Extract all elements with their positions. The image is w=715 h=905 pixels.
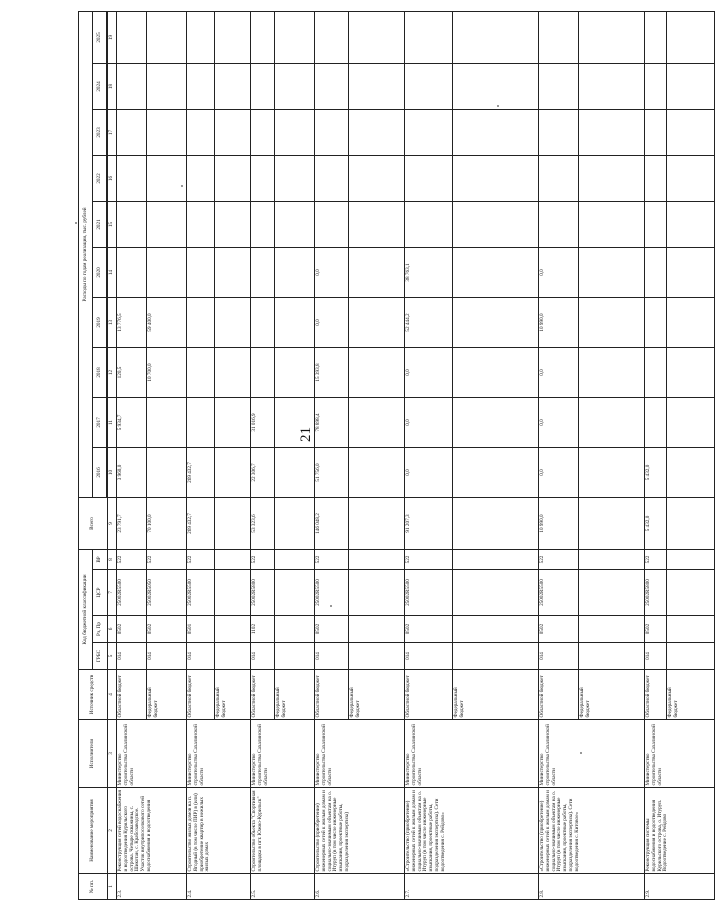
year-value-cell (275, 297, 315, 347)
year-value-cell (453, 447, 539, 497)
year-value-cell (187, 155, 215, 201)
grbs-cell (349, 643, 405, 670)
column-number: 17 (108, 109, 117, 155)
year-value-cell (667, 11, 715, 63)
year-value-cell (349, 297, 405, 347)
year-value-cell (453, 247, 539, 297)
year-value-cell: 0,0 (405, 347, 453, 397)
year-value-cell (147, 397, 187, 447)
year-value-cell (187, 247, 215, 297)
header-year: 2025 (93, 11, 107, 63)
year-value-cell: 31 016,9 (251, 397, 275, 447)
year-value-cell (215, 397, 251, 447)
year-value-cell (453, 155, 539, 201)
executor-cell: Министерство строительства Сахалинской области (539, 720, 645, 788)
total-cell: 146 048,2 (315, 497, 349, 549)
year-value-cell (251, 247, 275, 297)
year-value-cell (539, 109, 579, 155)
column-number: 1 (108, 874, 117, 900)
year-value-cell (117, 11, 147, 63)
vr-cell (579, 549, 645, 569)
year-value-cell: 13 776,5 (117, 297, 147, 347)
year-value-cell: 0,0 (405, 397, 453, 447)
vr-cell (275, 549, 315, 569)
vr-cell: 522 (315, 549, 349, 569)
year-value-cell (117, 63, 147, 109)
year-value-cell (645, 201, 667, 247)
year-value-cell (251, 297, 275, 347)
year-value-cell: 0,0 (539, 247, 579, 297)
rzpr-cell: 0502 (117, 616, 147, 643)
header-rzpr: Рз, Пр (93, 616, 108, 643)
year-value-cell: 51 756,0 (315, 447, 349, 497)
vr-cell (349, 549, 405, 569)
source-cell: Федеральный бюджет (147, 670, 187, 720)
year-value-cell (645, 11, 667, 63)
year-value-cell (349, 397, 405, 447)
year-value-cell (453, 397, 539, 447)
source-cell: Федеральный бюджет (667, 670, 715, 720)
rzpr-cell: 0502 (539, 616, 579, 643)
year-value-cell: 5 432,0 (645, 447, 667, 497)
cs-cell (453, 570, 539, 616)
rzpr-cell (215, 616, 251, 643)
grbs-cell (215, 643, 251, 670)
rzpr-cell: 0502 (147, 616, 187, 643)
year-value-cell (215, 447, 251, 497)
column-number: 5 (108, 643, 117, 670)
total-cell (579, 497, 645, 549)
row-num: 2.5. (251, 874, 315, 900)
total-cell: 70 100,0 (147, 497, 187, 549)
header-year: 2017 (93, 397, 107, 447)
year-value-cell (147, 63, 187, 109)
year-value-cell: 59 400,0 (147, 297, 187, 347)
year-value-cell (405, 201, 453, 247)
year-value-cell (349, 155, 405, 201)
column-number: 10 (108, 447, 117, 497)
executor-cell: Министерство строительства Сахалинской области (405, 720, 539, 788)
source-cell: Областной бюджет (315, 670, 349, 720)
year-value-cell (579, 109, 645, 155)
year-value-cell (405, 109, 453, 155)
cs-cell: 25002R5500 (539, 570, 579, 616)
year-value-cell (579, 11, 645, 63)
year-value-cell: 0,0 (405, 447, 453, 497)
year-value-cell: 269 432,7 (187, 447, 215, 497)
cs-cell (275, 570, 315, 616)
measure-name: «Строительство (приобретение) инженерных сетей к жилым домам и социально-значимым объектам на о. Итуруп (в том числе инженерные изыскания, проектные работы, подразделения экспертиза). Сети водоотведения с. Китовое» (539, 788, 645, 874)
year-value-cell (187, 109, 215, 155)
source-cell: Областной бюджет (187, 670, 215, 720)
column-number: 2 (108, 788, 117, 874)
executor-cell: Министерство строительства Сахалинской области (315, 720, 405, 788)
header-years-group: Расходы по годам реализации, тыс. рублей (79, 11, 93, 497)
executor-cell: Министерство строительства Сахалинской области (187, 720, 251, 788)
year-value-cell: 120,5 (117, 347, 147, 397)
year-value-cell (405, 155, 453, 201)
year-value-cell (147, 155, 187, 201)
vr-cell (215, 549, 251, 569)
year-value-cell (147, 201, 187, 247)
year-value-cell (645, 155, 667, 201)
year-value-cell (453, 63, 539, 109)
row-num: 2.9. (645, 874, 715, 900)
vr-cell: 522 (187, 549, 215, 569)
table-row (251, 11, 275, 899)
year-value-cell (275, 397, 315, 447)
year-value-cell (187, 397, 215, 447)
year-value-cell (667, 109, 715, 155)
table-body (117, 11, 715, 899)
executor-cell: Министерство строительства Сахалинской области (645, 720, 715, 788)
rzpr-cell (275, 616, 315, 643)
year-value-cell (579, 201, 645, 247)
year-value-cell (667, 63, 715, 109)
header-source: Источник средств (79, 670, 108, 720)
cs-cell: 25002R5500 (315, 570, 349, 616)
cs-cell: 25002R5500 (405, 570, 453, 616)
cs-cell (667, 570, 715, 616)
year-value-cell (215, 347, 251, 397)
year-value-cell (579, 347, 645, 397)
year-value-cell (275, 109, 315, 155)
year-value-cell (275, 201, 315, 247)
vr-cell: 522 (539, 549, 579, 569)
year-value-cell: 0,0 (539, 447, 579, 497)
year-value-cell (645, 63, 667, 109)
year-value-cell (147, 247, 187, 297)
cs-cell (349, 570, 405, 616)
header-year: 2022 (93, 155, 107, 201)
year-value-cell (579, 397, 645, 447)
year-value-cell: 38 763,1 (405, 247, 453, 297)
column-number: 3 (108, 720, 117, 788)
grbs-cell: 014 (539, 643, 579, 670)
year-value-cell (315, 155, 349, 201)
year-value-cell (453, 347, 539, 397)
column-number: 12 (108, 347, 117, 397)
header-year: 2018 (93, 347, 107, 397)
column-number: 11 (108, 397, 117, 447)
year-value-cell (251, 11, 275, 63)
rzpr-cell: 0502 (405, 616, 453, 643)
year-value-cell (215, 11, 251, 63)
year-value-cell (645, 397, 667, 447)
year-value-cell (539, 201, 579, 247)
year-value-cell (275, 155, 315, 201)
grbs-cell (453, 643, 539, 670)
total-cell: 5 432,0 (645, 497, 667, 549)
total-cell (349, 497, 405, 549)
grbs-cell: 014 (315, 643, 349, 670)
header-year: 2021 (93, 201, 107, 247)
year-value-cell (579, 447, 645, 497)
cs-cell: 25002R5800 (645, 570, 667, 616)
cs-cell (215, 570, 251, 616)
year-value-cell (539, 11, 579, 63)
grbs-cell: 014 (645, 643, 667, 670)
column-number: 15 (108, 201, 117, 247)
rzpr-cell: 0501 (187, 616, 215, 643)
year-value-cell (349, 447, 405, 497)
rzpr-cell: 0502 (315, 616, 349, 643)
column-number: 16 (108, 155, 117, 201)
year-value-cell (215, 109, 251, 155)
year-value-cell: 3 960,0 (117, 447, 147, 497)
rzpr-cell (579, 616, 645, 643)
rzpr-cell: 1102 (251, 616, 275, 643)
year-value-cell (645, 297, 667, 347)
total-cell: 269 432,7 (187, 497, 215, 549)
year-value-cell (315, 63, 349, 109)
year-value-cell (667, 397, 715, 447)
year-value-cell (187, 11, 215, 63)
year-value-cell (453, 11, 539, 63)
column-number: 14 (108, 247, 117, 297)
column-number: 18 (108, 63, 117, 109)
measure-name: «Строительство (приобретение) инженерных сетей к жилым домам и социально-значимым объектам на о. Итуруп (в том числе инженерные изыскания, проектные работы, подразделения экспертиза). Сети водоотведения с. Рейдово» (405, 788, 539, 874)
cs-cell: 25002R5800 (251, 570, 275, 616)
total-cell: 10 990,0 (539, 497, 579, 549)
year-value-cell (579, 297, 645, 347)
vr-cell: 522 (405, 549, 453, 569)
cs-cell: 25002R5500 (187, 570, 215, 616)
table-row (315, 11, 349, 899)
year-value-cell: 52 444,2 (405, 297, 453, 347)
year-value-cell (667, 201, 715, 247)
year-value-cell: 22 306,7 (251, 447, 275, 497)
year-value-cell (405, 11, 453, 63)
header-year: 2024 (93, 63, 107, 109)
source-cell: Областной бюджет (117, 670, 147, 720)
year-value-cell (667, 247, 715, 297)
column-number: 9 (108, 497, 117, 549)
year-value-cell (453, 201, 539, 247)
budget-table (78, 11, 715, 900)
year-value-cell (579, 155, 645, 201)
total-cell: 53 323,6 (251, 497, 275, 549)
grbs-cell (275, 643, 315, 670)
row-num: 2.3. (117, 874, 187, 900)
year-value-cell: 10 700,0 (147, 347, 187, 397)
total-cell: 23 791,7 (117, 497, 147, 549)
column-number: 8 (108, 549, 117, 569)
source-cell: Областной бюджет (251, 670, 275, 720)
total-cell (667, 497, 715, 549)
rzpr-cell (349, 616, 405, 643)
column-numbers-row (108, 11, 117, 899)
year-value-cell: 0,0 (539, 347, 579, 397)
executor-cell: Министерство строительства Сахалинской области (117, 720, 187, 788)
header-year: 2020 (93, 247, 107, 297)
grbs-cell: 014 (117, 643, 147, 670)
grbs-cell: 014 (147, 643, 187, 670)
year-value-cell (539, 155, 579, 201)
source-cell: Федеральный бюджет (579, 670, 645, 720)
year-value-cell (147, 11, 187, 63)
row-num: 2.7. (405, 874, 539, 900)
year-value-cell (215, 297, 251, 347)
total-cell (215, 497, 251, 549)
header-kbk: Код бюджетной классификации (79, 549, 93, 669)
year-value-cell (147, 109, 187, 155)
measure-name: Строительство объекта "Спортивная площадка в пгт. Южно-Курильск" (251, 788, 315, 874)
year-value-cell (667, 155, 715, 201)
rotated-table-container (78, 12, 679, 900)
year-value-cell (405, 63, 453, 109)
year-value-cell (215, 155, 251, 201)
year-value-cell (645, 347, 667, 397)
year-value-cell (315, 11, 349, 63)
year-value-cell (579, 63, 645, 109)
year-value-cell: 10 990,0 (539, 297, 579, 347)
vr-cell (453, 549, 539, 569)
header-executor: Исполнители (79, 720, 108, 788)
source-cell: Федеральный бюджет (275, 670, 315, 720)
rzpr-cell: 0502 (645, 616, 667, 643)
total-cell (275, 497, 315, 549)
row-num: 2.4. (187, 874, 251, 900)
grbs-cell: 014 (405, 643, 453, 670)
year-value-cell (275, 63, 315, 109)
page-number: 21 (298, 427, 314, 442)
year-value-cell (349, 247, 405, 297)
year-value-cell (117, 109, 147, 155)
cs-cell (579, 570, 645, 616)
source-cell: Федеральный бюджет (215, 670, 251, 720)
column-number: 13 (108, 297, 117, 347)
year-value-cell (275, 247, 315, 297)
year-value-cell: 0,0 (315, 247, 349, 297)
cs-cell: 25002R5050 (147, 570, 187, 616)
table-row (539, 11, 579, 899)
year-value-cell (275, 447, 315, 497)
year-value-cell (667, 297, 715, 347)
vr-cell: 522 (117, 549, 147, 569)
measure-name: Строительство (приобретение) инженерных сетей к жилым домам и социально-значимым объектам на о. Итуруп (в том числе инженерные изыскания, проектные работы, подразделения экспертиза) (315, 788, 405, 874)
year-value-cell (349, 201, 405, 247)
source-cell: Областной бюджет (405, 670, 453, 720)
year-value-cell (539, 63, 579, 109)
source-cell: Федеральный бюджет (349, 670, 405, 720)
measure-name: Реконструкция сетей водоснабжения и водоотведения Курильского острова. Четыре скважины, с. Шикотан, с. Крабозаводское. Участок внутрипоселкового сетей водоснабжения и водоотведения (117, 788, 187, 874)
executor-cell: Министерство строительства Сахалинской области (251, 720, 315, 788)
header-grbs: ГРБС (93, 643, 108, 670)
rzpr-cell (667, 616, 715, 643)
year-value-cell (349, 63, 405, 109)
scan-speck (75, 222, 77, 224)
header-vr: ВР (93, 549, 108, 569)
table-row (645, 11, 667, 899)
year-value-cell (251, 347, 275, 397)
cs-cell: 25002R5500 (117, 570, 147, 616)
header-year: 2023 (93, 109, 107, 155)
vr-cell (667, 549, 715, 569)
year-value-cell (215, 63, 251, 109)
year-value-cell (315, 201, 349, 247)
table-row (117, 11, 147, 899)
source-cell: Федеральный бюджет (453, 670, 539, 720)
year-value-cell (275, 11, 315, 63)
measure-name: Реконструкция системы водоснабжения и водоотведения Курильского острова, о. Итуруп. Водоотведение с. Рейдово (645, 788, 715, 874)
year-value-cell (187, 63, 215, 109)
year-value-cell (667, 447, 715, 497)
year-value-cell (251, 63, 275, 109)
source-cell: Областной бюджет (539, 670, 579, 720)
grbs-cell: 014 (251, 643, 275, 670)
year-value-cell (187, 201, 215, 247)
header-cs: ЦСР (93, 570, 108, 616)
year-value-cell (215, 201, 251, 247)
column-number: 7 (108, 570, 117, 616)
year-value-cell: 78 898,4 (315, 397, 349, 447)
year-value-cell (251, 155, 275, 201)
column-number: 19 (108, 11, 117, 63)
year-value-cell (251, 201, 275, 247)
source-cell: Областной бюджет (645, 670, 667, 720)
table-row (187, 11, 215, 899)
year-value-cell (187, 347, 215, 397)
year-value-cell (187, 297, 215, 347)
grbs-cell (579, 643, 645, 670)
total-cell: 91 207,3 (405, 497, 453, 549)
vr-cell: 522 (645, 549, 667, 569)
column-number: 6 (108, 616, 117, 643)
measure-name: Строительство жилых домов на п. Ягодный (в том числе ПИР) в (или) приобретение квартир в нежилых жилых домах (187, 788, 251, 874)
year-value-cell (453, 297, 539, 347)
header-num: № пп. (79, 874, 108, 900)
year-value-cell (117, 247, 147, 297)
year-value-cell (117, 201, 147, 247)
year-value-cell (275, 347, 315, 397)
year-value-cell: 0,0 (539, 397, 579, 447)
header-name: Наименование мероприятия (79, 788, 108, 874)
column-number: 4 (108, 670, 117, 720)
year-value-cell (349, 347, 405, 397)
grbs-cell: 014 (187, 643, 215, 670)
year-value-cell (147, 447, 187, 497)
year-value-cell: 0,0 (315, 297, 349, 347)
grbs-cell (667, 643, 715, 670)
year-value-cell (215, 247, 251, 297)
year-value-cell: 15 393,8 (315, 347, 349, 397)
header-year: 2019 (93, 297, 107, 347)
year-value-cell (453, 109, 539, 155)
vr-cell: 522 (147, 549, 187, 569)
year-value-cell (117, 155, 147, 201)
rzpr-cell (453, 616, 539, 643)
year-value-cell (579, 247, 645, 297)
row-num: 2.6. (315, 874, 405, 900)
table-row (405, 11, 453, 899)
year-value-cell (315, 109, 349, 155)
year-value-cell (667, 347, 715, 397)
year-value-cell (645, 109, 667, 155)
year-value-cell (251, 109, 275, 155)
header-total: Всего (79, 497, 108, 549)
year-value-cell (349, 109, 405, 155)
year-value-cell: 5 934,7 (117, 397, 147, 447)
year-value-cell (645, 247, 667, 297)
header-year: 2016 (93, 447, 107, 497)
row-num: 2.8. (539, 874, 645, 900)
total-cell (453, 497, 539, 549)
vr-cell: 522 (251, 549, 275, 569)
year-value-cell (349, 11, 405, 63)
